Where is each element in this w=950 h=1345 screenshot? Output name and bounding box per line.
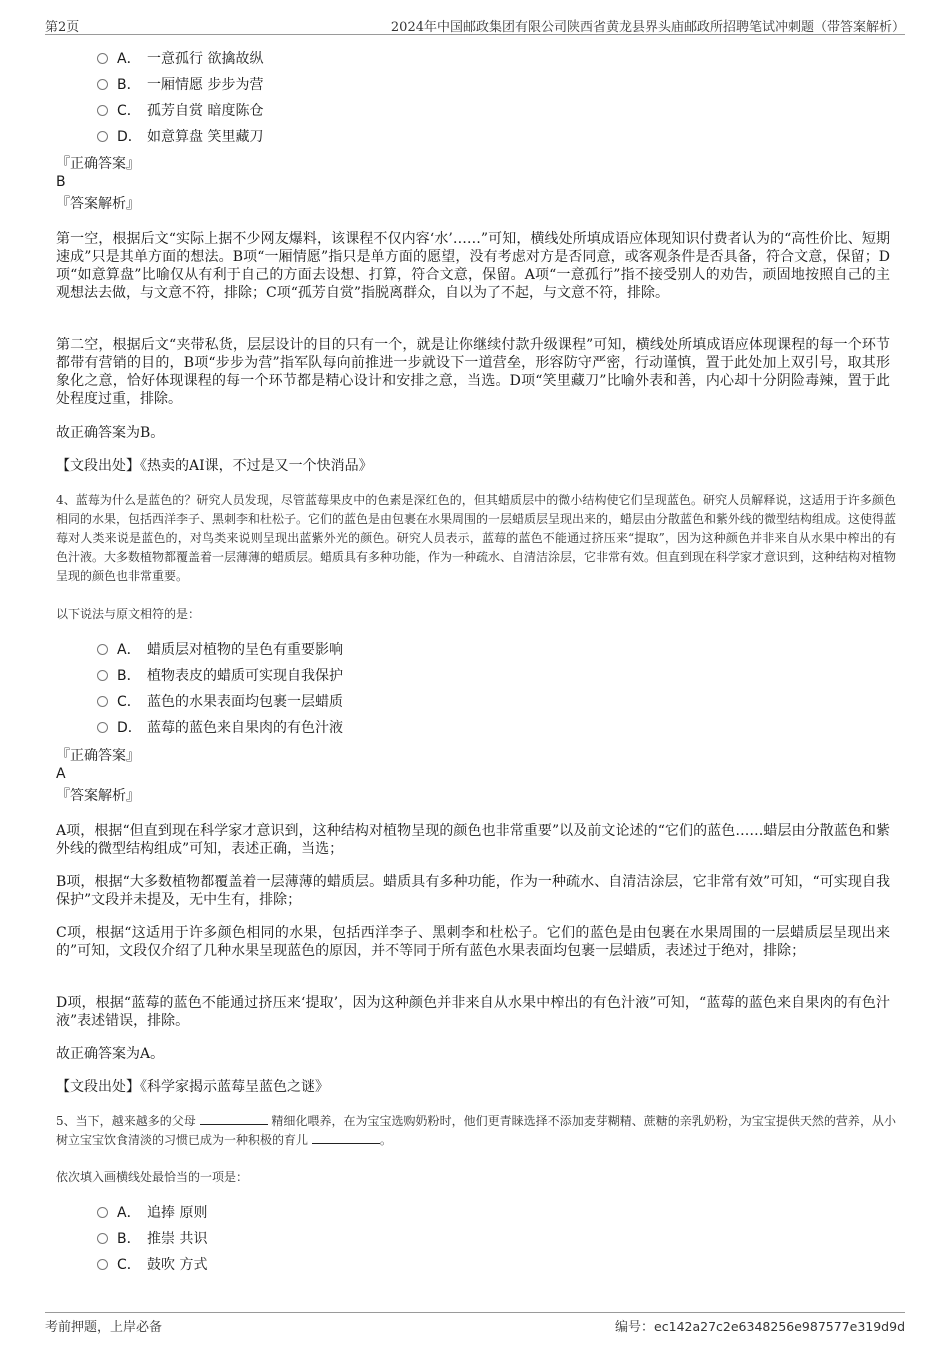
radio-icon[interactable] xyxy=(97,696,108,707)
q3-analysis-label: 『答案解析』 xyxy=(56,196,140,212)
q4-option-d[interactable]: D． 蓝莓的蓝色来自果肉的有色汁液 xyxy=(97,717,343,739)
q4-analysis-label: 『答案解析』 xyxy=(56,788,140,804)
q4-analysis-paragraph: D项，根据“蓝莓的蓝色不能通过挤压来‘提取’，因为这种颜色并非来自从水果中榨出的有色汁液”可知，“蓝莓的蓝色来自果肉的有色汁液”表述错误，排除。 xyxy=(56,995,890,1029)
page-footer xyxy=(45,1312,905,1335)
q4-source: 【文段出处】《科学家揭示蓝莓呈蓝色之谜》 xyxy=(56,1079,329,1095)
radio-icon[interactable] xyxy=(97,131,108,142)
q4-analysis-paragraph: C项，根据“这适用于许多颜色相同的水果，包括西洋李子、黑刺李和杜松子。它们的蓝色是由包裹在水果周围的一层蜡质层呈现出来的”可知，文段仅介绍了几种水果呈现蓝色的原因，并不等同于所有蓝色水果表面均包裹一层蜡质，表述过于绝对，排除； xyxy=(56,925,890,959)
q3-option-b[interactable]: B． 一厢情愿 步步为营 xyxy=(97,74,263,96)
radio-icon[interactable] xyxy=(97,722,108,733)
q3-option-a[interactable]: A． 一意孤行 欲擒故纵 xyxy=(97,48,263,70)
q4-stem: 4、蓝莓为什么是蓝色的？研究人员发现，尽管蓝莓果皮中的色素是深红色的，但其蜡质层中的微小结构使它们呈现蓝色。研究人员解释说，这适用于许多颜色相同的水果，包括西洋李子、黑刺李和杜松子。它们的蓝色是由包裹在水果周围的一层蜡质层呈现出来的，蜡层由分散蓝色和紫外线的微型结构组成。这使得蓝莓对人类来说是蓝色的，对鸟类来说则呈现出蓝紫外光的颜色。研究人员表示，蓝莓的蓝色不能通过挤压来“提取”，因为这种颜色并非来自从水果中榨出的有色汁液。大多数植物都覆盖着一层薄薄的蜡质层。蜡质具有多种功能，作为一种疏水、自清洁涂层，它非常有效。但直到现在科学家才意识到，这种结构对植物呈现的颜色也非常重要。 xyxy=(56,493,897,583)
q3-option-d[interactable]: D． 如意算盘 笑里藏刀 xyxy=(97,126,263,148)
q5-prompt: 依次填入画横线处最恰当的一项是： xyxy=(56,1170,249,1184)
q3-analysis-paragraph: 第一空，根据后文“实际上据不少网友爆料，该课程不仅内容‘水’……”可知，横线处所填成语应体现知识付费者认为的“高性价比、短期速成”只是其单方面的想法。B项“一厢情愿”指只是单方面的愿望，没有考虑对方是否同意，或客观条件是否具备，符合文意，保留；D项“如意算盘”比喻仅从有利于自己的方面去设想、打算，符合文意，保留。A项“一意孤行”指不接受别人的劝告，顽固地按照自己的主观想法去做，与文意不符，排除；C项“孤芳自赏”指脱离群众，自以为了不起，与文意不符，排除。 xyxy=(56,231,890,301)
q4-analysis-paragraph: B项，根据“大多数植物都覆盖着一层薄薄的蜡质层。蜡质具有多种功能，作为一种疏水、自清洁涂层，它非常有效”可知，“可实现自我保护”文段并未提及，无中生有，排除； xyxy=(56,874,890,908)
radio-icon[interactable] xyxy=(97,53,108,64)
q3-source: 【文段出处】《热卖的AI课，不过是又一个快消品》 xyxy=(56,458,373,474)
q3-answer-label: 『正确答案』 xyxy=(56,156,140,172)
q5-stem: 5、当下，越来越多的父母 精细化喂养，在为宝宝选购奶粉时，他们更青睐选择不添加麦芽糊精、蔗糖的亲乳奶粉，为宝宝提供天然的营养，从小树立宝宝饮食清淡的习惯已成为一种积极的育儿 。 xyxy=(56,1114,896,1147)
radio-icon[interactable] xyxy=(97,1233,108,1244)
q4-analysis-paragraph: A项，根据“但直到现在科学家才意识到，这种结构对植物呈现的颜色也非常重要”以及前文论述的“它们的蓝色……蜡层由分散蓝色和紫外线的微型结构组成”可知，表述正确，当选； xyxy=(56,823,890,857)
page-header xyxy=(45,14,905,35)
q4-answer: A xyxy=(56,766,66,782)
q4-answer-label: 『正确答案』 xyxy=(56,748,140,764)
radio-icon[interactable] xyxy=(97,1259,108,1270)
document-code: 编号：ec142a27c2e6348256e987577e319d9d xyxy=(615,1319,905,1335)
q5-option-c[interactable]: C． 鼓吹 方式 xyxy=(97,1254,207,1276)
q4-option-a[interactable]: A． 蜡质层对植物的呈色有重要影响 xyxy=(97,639,343,661)
q4-option-c[interactable]: C． 蓝色的水果表面均包裹一层蜡质 xyxy=(97,691,343,713)
q4-prompt: 以下说法与原文相符的是： xyxy=(56,607,201,621)
document-title: 2024年中国邮政集团有限公司陕西省黄龙县界头庙邮政所招聘笔试冲刺题（带答案解析） xyxy=(390,20,905,35)
page-number: 第2页 xyxy=(45,20,80,35)
footer-slogan: 考前押题，上岸必备 xyxy=(45,1320,163,1335)
q3-answer: B xyxy=(56,174,66,190)
radio-icon[interactable] xyxy=(97,105,108,116)
q4-conclusion: 故正确答案为A。 xyxy=(56,1046,165,1062)
fill-blank[interactable] xyxy=(200,1112,268,1125)
radio-icon[interactable] xyxy=(97,644,108,655)
radio-icon[interactable] xyxy=(97,1207,108,1218)
q3-analysis-paragraph: 第二空，根据后文“夹带私货，层层设计的目的只有一个，就是让你继续付款升级课程”可知，横线处所填成语应体现课程的每一个环节都带有营销的目的，B项“步步为营”指军队每向前推进一步就设下一道营垒，形容防守严密，行动谨慎，置于此处加上双引号，取其形象化之意，恰好体现课程的每一个环节都是精心设计和安排之意，当选。D项“笑里藏刀”比喻外表和善，内心却十分阴险毒辣，置于此处程度过重，排除。 xyxy=(56,337,890,407)
radio-icon[interactable] xyxy=(97,670,108,681)
q4-option-b[interactable]: B． 植物表皮的蜡质可实现自我保护 xyxy=(97,665,343,687)
fill-blank[interactable] xyxy=(312,1131,380,1144)
radio-icon[interactable] xyxy=(97,79,108,90)
q3-option-c[interactable]: C． 孤芳自赏 暗度陈仓 xyxy=(97,100,263,122)
q5-option-a[interactable]: A． 追捧 原则 xyxy=(97,1202,207,1224)
q3-conclusion: 故正确答案为B。 xyxy=(56,425,165,441)
q5-option-b[interactable]: B． 推崇 共识 xyxy=(97,1228,207,1250)
